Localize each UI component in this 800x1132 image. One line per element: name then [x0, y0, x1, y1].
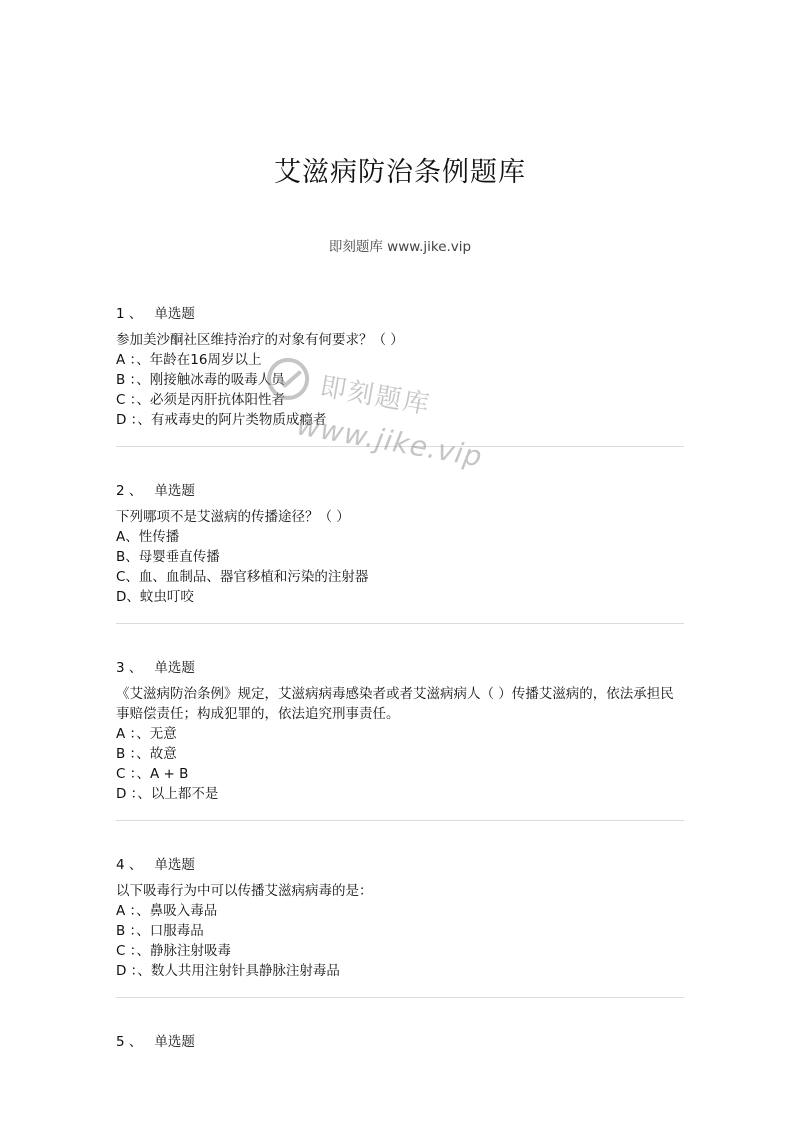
question-number: 5 、: [116, 1034, 143, 1050]
answer-option: A ：、鼻吸入毒品: [116, 903, 218, 919]
question-header: [116, 481, 684, 501]
question-block: [116, 658, 684, 821]
answer-option: B、母婴垂直传播: [116, 549, 220, 565]
question-type: 单选题: [154, 857, 195, 873]
question-block: [116, 304, 684, 447]
answer-option: B ：、故意: [116, 746, 177, 762]
question-block: [116, 481, 684, 624]
page-subtitle: 即刻题库 www.jike.vip: [328, 239, 472, 255]
question-type: 单选题: [154, 483, 195, 499]
answer-option: A ：、无意: [116, 726, 177, 742]
answer-option: C ：、静脉注射吸毒: [116, 943, 231, 959]
question-number: 2 、: [116, 483, 143, 499]
answer-option: B ：、刚接触冰毒的吸毒人员: [116, 372, 285, 388]
answer-option: C ：、必须是丙肝抗体阳性者: [116, 392, 285, 408]
question-type: 单选题: [154, 1034, 195, 1050]
question-text: 参加美沙酮社区维持治疗的对象有何要求？（ ）: [116, 332, 404, 348]
question-header: [116, 304, 684, 324]
question-text: 下列哪项不是艾滋病的传播途径？（ ）: [116, 509, 350, 525]
answer-option: C ：、A + B: [116, 766, 189, 782]
question-header: [116, 1032, 684, 1052]
question-number: 4 、: [116, 857, 143, 873]
answer-option: D、蚊虫叮咬: [116, 589, 194, 605]
watermark-text: 即刻题库: [317, 371, 434, 421]
question-number: 1 、: [116, 306, 143, 322]
answer-option: D ：、数人共用注射针具静脉注射毒品: [116, 963, 340, 979]
answer-option: D ：、以上都不是: [116, 786, 219, 802]
question-type: 单选题: [154, 306, 195, 322]
question-type: 单选题: [154, 660, 195, 676]
question-text: 《艾滋病防治条例》规定，艾滋病病毒感染者或者艾滋病病人（ ）传播艾滋病的，依法承担民事赔偿责任；构成犯罪的，依法追究刑事责任。: [116, 686, 674, 722]
question-text: 以下吸毒行为中可以传播艾滋病病毒的是：: [116, 883, 373, 899]
question-block: [116, 1032, 684, 1074]
answer-option: A、性传播: [116, 529, 180, 545]
question-header: [116, 658, 684, 678]
question-list: [116, 304, 684, 1108]
page-title: 艾滋病防治条例题库: [274, 157, 526, 188]
answer-option: A ：、年龄在16周岁以上: [116, 352, 262, 368]
question-block: [116, 855, 684, 998]
answer-option: D ：、有戒毒史的阿片类物质成瘾者: [116, 412, 327, 428]
answer-option: B ：、口服毒品: [116, 923, 204, 939]
answer-option: C、血、血制品、器官移植和污染的注射器: [116, 569, 369, 585]
watermark-url: www.jike.vip: [294, 408, 486, 474]
question-number: 3 、: [116, 660, 143, 676]
question-header: [116, 855, 684, 875]
